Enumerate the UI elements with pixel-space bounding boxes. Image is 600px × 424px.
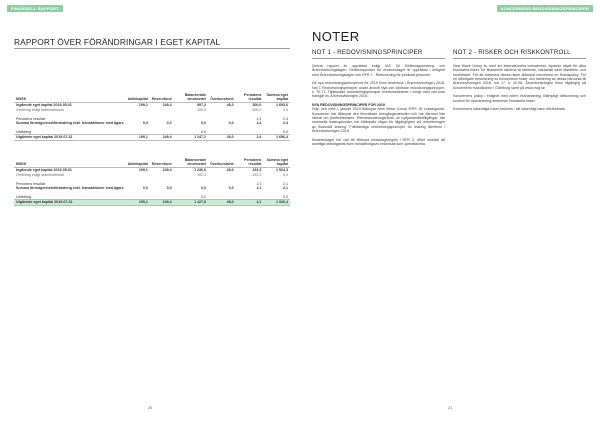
column-header: Balanserade vinstmedel	[174, 158, 208, 168]
cell-value: 2,1	[283, 186, 288, 191]
cell-value: 249,4	[150, 135, 174, 141]
cell-value: 200,0	[252, 103, 262, 108]
note-1-paragraph: Denna rapport är upprättad enligt IAS 34 Delårsrapportering och Årsredovisningslagen. Delårsrapporten för moderbolaget är upprättad i enlighet med Årsredovisningslagen och RFR 2 - Redovisning för juridiska personer.	[312, 64, 445, 77]
cell-value: 2,1	[256, 181, 262, 186]
column-header: Summa eget kapital	[263, 93, 290, 103]
note-1-column	[312, 49, 445, 151]
cell-value: 0,0	[142, 186, 148, 191]
column-header: Reservfond	[150, 93, 174, 103]
note-2-paragraph: Koncernens väsentliga risker bedöms i allt väsentligt vara oförändrade.	[453, 107, 566, 112]
row-label: Summa förmögenhetsförändring exkl. transaktioner med ägare	[16, 121, 124, 126]
note-1-title: NOT 1 - REDOVISNINGSPRINCIPER	[312, 49, 423, 56]
row-label: Utgående eget kapital 2019-07-31	[14, 135, 126, 141]
notes-title: NOTER	[312, 29, 360, 44]
cell-value: 2,1	[236, 200, 264, 206]
cell-value: 0,0	[142, 121, 148, 126]
row-label: Utdelning	[16, 129, 32, 134]
column-header: Balanserade vinstmedel	[174, 93, 208, 103]
cell-value: 192,3	[252, 168, 262, 173]
section-header-tab: KONCERNENS REDOVISNINGSPRINCIPER	[497, 5, 593, 12]
cell-value: 997,2	[197, 103, 207, 108]
note-2-title: NOT 2 - RISKER OCH RISKKONTROLL	[453, 49, 571, 56]
cell-value: 1 693,6	[276, 103, 288, 108]
row-label: Periodens resultat	[16, 116, 45, 121]
cell-value: 249,4	[150, 200, 174, 206]
note-2-paragraph: New Wave Group är, med sin internationella verksamhet, löpande utsatt för olika finansiella risker. De finansiella riskerna är ränterisk, valutarisk samt likviditets- och kreditrisker. För att minimera dessa risker tillämpar koncernen en finanspolicy. För en utförligare beskrivning av koncernens risker och hantering av dessa hänvisas till Årsredovisningen 2018, not 17, s. 92-98. Årsredovisningen finns tillgänglig på koncernens huvudkontor i Göteborg samt på www.nwg.se.	[453, 64, 586, 90]
cell-value: 48,0	[226, 103, 234, 108]
column-header: Periodens resultat	[236, 93, 264, 103]
row-label: Utgående eget kapital 2019-07-31	[14, 200, 126, 206]
cell-value: 0,0	[166, 186, 172, 191]
table-header-row	[14, 158, 290, 168]
cell-value: 0,0	[201, 129, 207, 134]
cell-value: 0,0	[166, 121, 172, 126]
table-row	[14, 200, 290, 206]
row-label: Summa förmögenhetsförändring exkl. transaktioner med ägare	[16, 186, 124, 191]
cell-value: 2,4	[283, 121, 288, 126]
cell-value: 1 926,4	[263, 200, 290, 206]
cell-value: 0,0	[228, 186, 234, 191]
cell-value: 0,0	[201, 186, 207, 191]
row-label: Ingående eget kapital 2019-05-01	[16, 168, 72, 173]
note-1-subheading: NYA REDOVISNINGSPRINCIPER FÖR 2019	[312, 103, 385, 108]
cell-value: 199,1	[126, 200, 150, 206]
cell-value: 249,4	[162, 168, 172, 173]
cell-value: 1 427,8	[174, 200, 208, 206]
cell-value: 2,4	[256, 116, 262, 121]
cell-value: 2,1	[283, 181, 288, 186]
right-page	[300, 0, 600, 424]
cell-value: 1 247,2	[174, 135, 208, 141]
cell-value: -192,3	[251, 173, 262, 177]
cell-value: 2,4	[283, 116, 288, 121]
page-number: 20	[148, 406, 153, 410]
note-1-divider	[312, 58, 445, 59]
column-header: Reservfond	[150, 158, 174, 168]
cell-value: 1 236,6	[194, 168, 207, 173]
cell-value: 1 924,3	[276, 168, 288, 173]
cell-value: 249,4	[162, 103, 172, 108]
note-2-column	[453, 49, 586, 116]
column-header: Periodens resultat	[236, 158, 264, 168]
cell-value: 0,0	[201, 121, 207, 126]
table-row	[14, 135, 290, 141]
column-header: Överkursfond	[208, 158, 236, 168]
row-label: Omföring enligt stämmobeslut	[16, 108, 64, 112]
title-divider	[14, 48, 290, 49]
cell-value: 2,1	[256, 186, 262, 191]
cell-value: 48,0	[208, 135, 236, 141]
column-header: Summa eget kapital	[263, 158, 290, 168]
column-header: MSEK	[14, 158, 126, 168]
note-1-paragraph: De nya redovisningsprinciperna för 2019 finns beskrivna i Årsredovisningen 2018, Not 1 Redovisningsprinciper under avsnitt Nya och ändrade redovisningsprinciper, s. 70-71. Tillämpade redovisningsprinciper överensstämmer i övrigt med vad som framgår av Årsredovisningen 2018.	[312, 81, 445, 99]
column-header: Aktiekapital	[126, 158, 150, 168]
cell-value: -200,0	[251, 108, 262, 112]
cell-value: 0,0	[283, 108, 288, 112]
cell-value: 0,0	[201, 194, 207, 199]
cell-value: 2,4	[256, 121, 262, 126]
cell-value: 48,0	[226, 168, 234, 173]
section-header-tab: FINANSIELL RAPPORT	[7, 5, 63, 12]
cell-value: 199,1	[126, 135, 150, 141]
note-1-paragraph: Från och med 1 januari 2019 tillämpar New Wave Group IFRS 16 Leasingavtal. Koncernen har tillämpat den förenklade övergångsmetoden och har därmed inte räknat om jämförelsetalen. Efterdiskonteringsränta, av nyttjanderättstillgångar, där nominella leasingskulder, har tillämpats vägen för tillgänglighet vid redovisningen av finansiell leasing. Fullständiga redovisningsprinciper för leasing återfinns i Årsredovisningen 2018.	[312, 107, 445, 134]
cell-value: 200,0	[197, 108, 207, 112]
cell-value: 199,1	[138, 168, 148, 173]
column-header: Överkursfond	[208, 93, 236, 103]
cell-value: 192,3	[197, 173, 207, 177]
table-header-row	[14, 93, 290, 103]
cell-value: 0,0	[283, 129, 288, 134]
column-header: MSEK	[14, 93, 126, 103]
page-title: RAPPORT ÖVER FÖRÄNDRINGAR I EGET KAPITAL	[14, 37, 221, 47]
cell-value: 2,4	[236, 135, 264, 141]
equity-table-current	[14, 93, 290, 141]
page-number: 21	[448, 406, 453, 410]
equity-table-previous	[14, 158, 290, 206]
cell-value: 199,1	[138, 103, 148, 108]
cell-value: 0,0	[228, 121, 234, 126]
row-label: Utdelning	[16, 194, 32, 199]
note-2-paragraph: Koncernens policy i enlighet med intern riskhantering, tillämpligt rättsordning och kontroll för riskhantering avseende finansiella risker.	[453, 94, 586, 103]
row-label: Omföring enligt stämmobeslut	[16, 173, 64, 177]
cell-value: 0,0	[283, 173, 288, 177]
cell-value: 1 696,4	[263, 135, 290, 141]
cell-value: 48,0	[208, 200, 236, 206]
column-header: Aktiekapital	[126, 93, 150, 103]
note-1-paragraph: Moderbolaget har valt att tillämpa undantagsregeln i RFR 2, vilket innebär att samtliga leasingavtal även fortsättningsvis redovisas som operationella.	[312, 137, 445, 147]
cell-value: 0,0	[283, 194, 288, 199]
note-2-divider	[453, 58, 586, 59]
row-label: Periodens resultat	[16, 181, 45, 186]
row-label: Ingående eget kapital 2019-05-01	[16, 103, 72, 108]
